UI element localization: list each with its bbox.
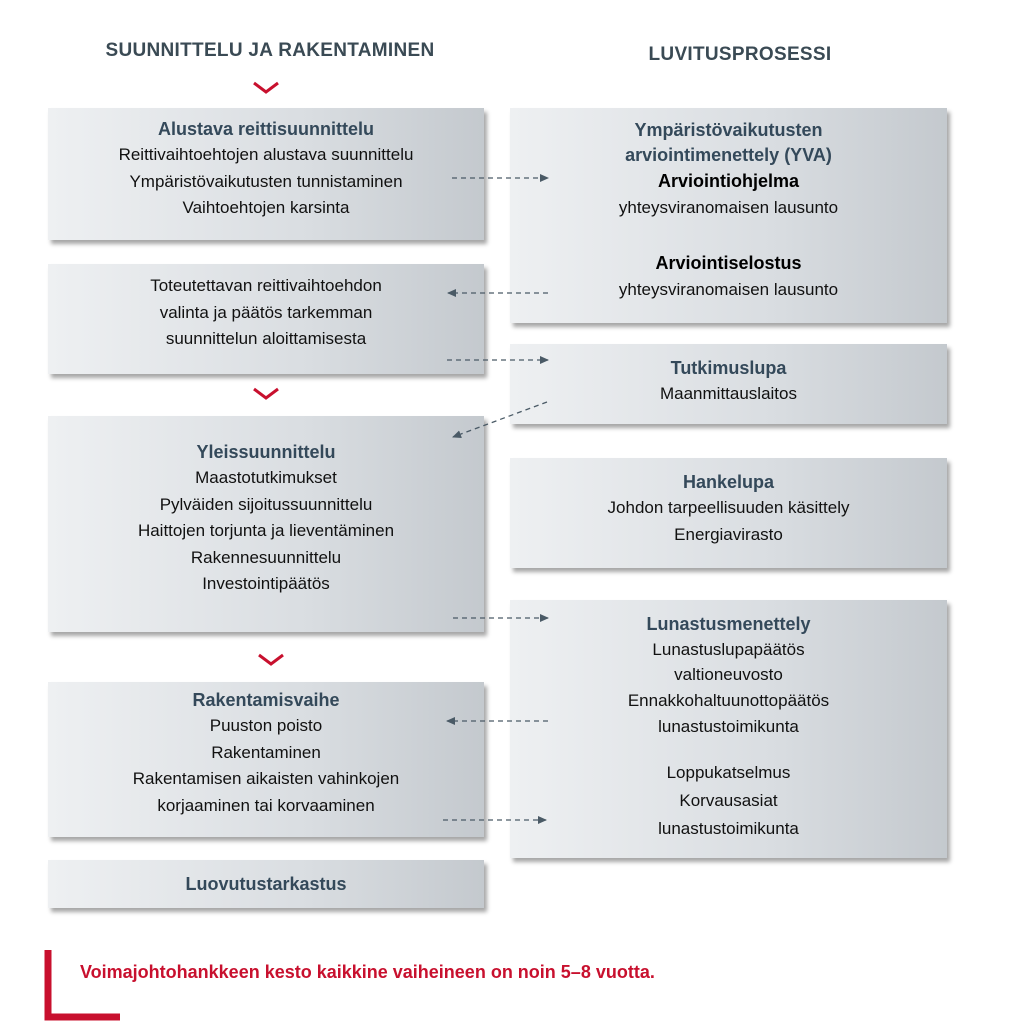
box-line: Johdon tarpeellisuuden käsittely xyxy=(607,498,850,517)
box-line: Loppukatselmus xyxy=(666,763,791,782)
box-title: Lunastusmenettely xyxy=(646,614,811,634)
heading-left: SUUNNITTELU JA RAKENTAMINEN xyxy=(105,40,435,61)
box-line: Rakennesuunnittelu xyxy=(190,547,342,567)
box-line: Puuston poisto xyxy=(209,716,323,735)
box-subtitle: Arviointiohjelma xyxy=(657,171,800,191)
box-line: Vaihtoehtojen karsinta xyxy=(182,198,350,217)
box-line: Toteutettavan reittivaihtoehdon xyxy=(150,276,382,295)
box-line: suunnittelun aloittamisesta xyxy=(165,329,367,348)
box-title: Rakentamisvaihe xyxy=(192,690,340,710)
box-line: Pylväiden sijoitussuunnittelu xyxy=(159,494,373,514)
box-line: lunastustoimikunta xyxy=(658,819,799,838)
box-line: valtioneuvosto xyxy=(674,665,783,684)
box-line: Rakentaminen xyxy=(211,742,321,762)
box-line: lunastustoimikunta xyxy=(658,717,799,736)
box-line: Korvausasiat xyxy=(679,791,778,810)
box-line: yhteysviranomaisen lausunto xyxy=(618,198,839,217)
heading-right: LUVITUSPROSESSI xyxy=(648,44,832,65)
box-title: arviointimenettely (YVA) xyxy=(625,145,832,165)
box-title: Ympäristövaikutusten xyxy=(634,120,823,140)
box-line: yhteysviranomaisen lausunto xyxy=(618,279,839,299)
box-line: korjaaminen tai korvaaminen xyxy=(157,795,375,815)
box-title: Yleissuunnittelu xyxy=(196,442,336,462)
box-line: Energiavirasto xyxy=(674,524,783,544)
box-line: Maanmittauslaitos xyxy=(659,384,797,403)
duration-note: Voimajohtohankkeen kesto kaikkine vaiheineen on noin 5–8 vuotta. xyxy=(80,962,655,982)
box-line: Maastotutkimukset xyxy=(195,468,337,487)
box-line: Lunastuslupapäätös xyxy=(652,640,805,659)
box-line: Investointipäätös xyxy=(202,574,330,593)
box-subtitle: Arviointiselostus xyxy=(655,252,802,273)
box-line: Ympäristövaikutusten tunnistaminen xyxy=(129,171,403,191)
box-line: valinta ja päätös tarkemman xyxy=(159,302,373,322)
box-line: Ennakkohaltuunottopäätös xyxy=(627,691,830,710)
box-title: Tutkimuslupa xyxy=(670,358,787,378)
box-title: Luovutustarkastus xyxy=(185,874,347,894)
box-line: Haittojen torjunta ja lieventäminen xyxy=(137,521,395,540)
box-line: Rakentamisen aikaisten vahinkojen xyxy=(132,769,400,788)
box-title: Hankelupa xyxy=(682,472,775,492)
box-title: Alustava reittisuunnittelu xyxy=(157,119,375,139)
box-line: Reittivaihtoehtojen alustava suunnittelu xyxy=(118,145,414,164)
